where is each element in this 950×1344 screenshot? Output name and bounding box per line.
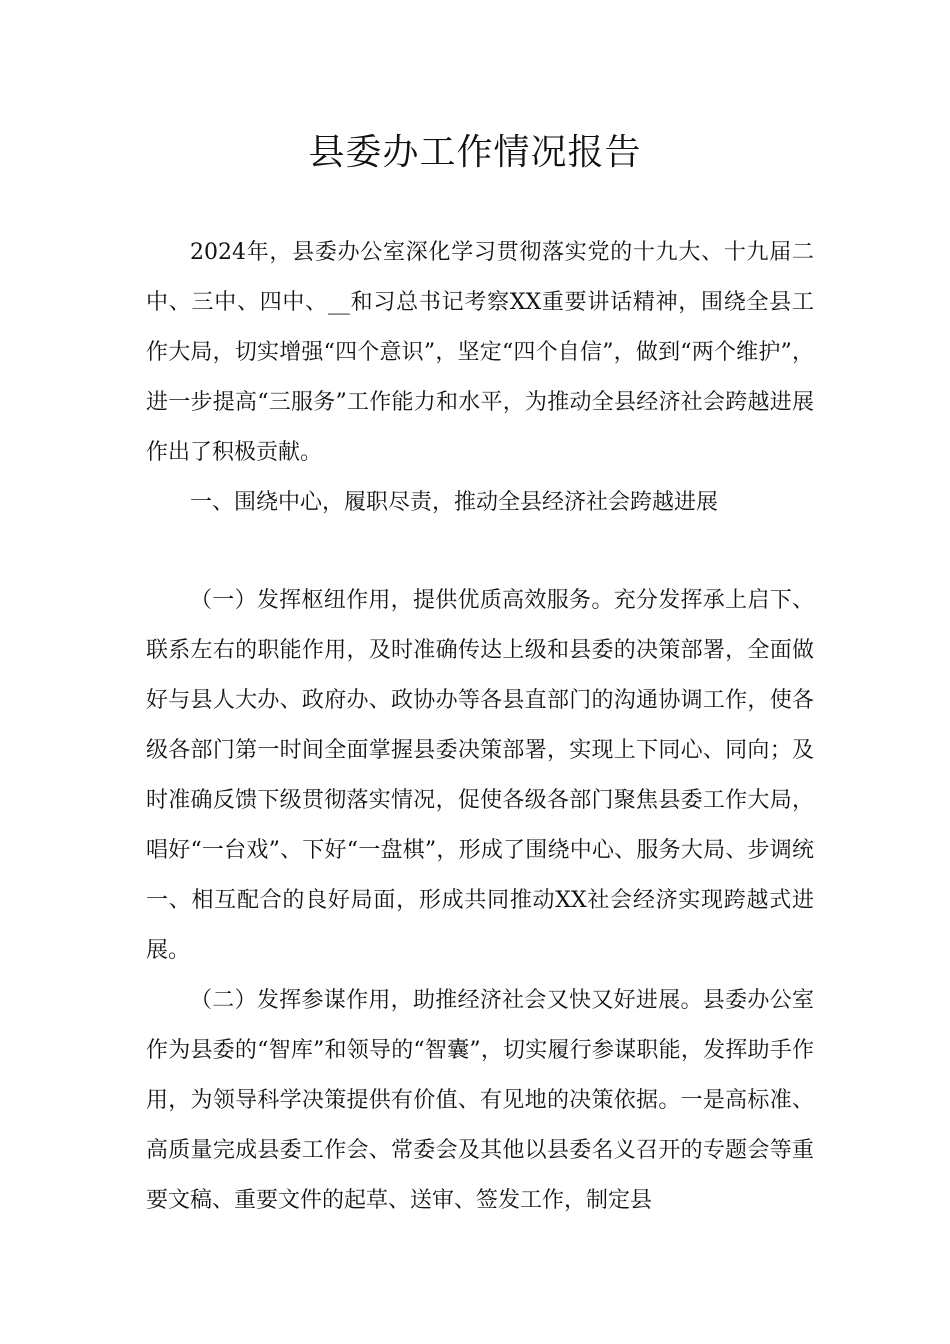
subsection-one-paragraph: （一）发挥枢纽作用，提供优质高效服务。充分发挥承上启下、联系左右的职能作用，及时准确传达上级和县委的决策部署，全面做好与县人大办、政府办、政协办等各县直部门的沟通协调工作，使各级各部门第一时间全面掌握县委决策部署，实现上下同心、同向；及时准确反馈下级贯彻落实情况，促使各级各部门聚焦县委工作大局，唱好“一台戏”、下好“一盘棋”，形成了围绕中心、服务大局、步调统一、相互配合的良好局面，形成共同推动XX社会经济实现跨越式进展。 bbox=[146, 588, 814, 963]
subsection-two-paragraph: （二）发挥参谋作用，助推经济社会又快又好进展。县委办公室作为县委的“智库”和领导的“智囊”，切实履行参谋职能，发挥助手作用，为领导科学决策提供有价值、有见地的决策依据。一是高标准、高质量完成县委工作会、常委会及其他以县委名义召开的专题会等重要文稿、重要文件的起草、送审、签发工作，制定县 bbox=[146, 988, 814, 1213]
intro-block bbox=[146, 228, 814, 528]
section-heading: 一、围绕中心，履职尽责，推动全县经济社会跨越进展 bbox=[190, 490, 719, 515]
document-title: 县委办工作情况报告 bbox=[308, 132, 642, 173]
intro-paragraph: 2024年，县委办公室深化学习贯彻落实党的十九大、十九届二中、三中、四中、__和习总书记考察XX重要讲话精神，围绕全县工作大局，切实增强“四个意识”，坚定“四个自信”，做到“两个维护”，进一步提高“三服务”工作能力和水平，为推动全县经济社会跨越进展作出了积极贡献。 bbox=[146, 240, 814, 465]
detail-block bbox=[146, 576, 814, 1226]
